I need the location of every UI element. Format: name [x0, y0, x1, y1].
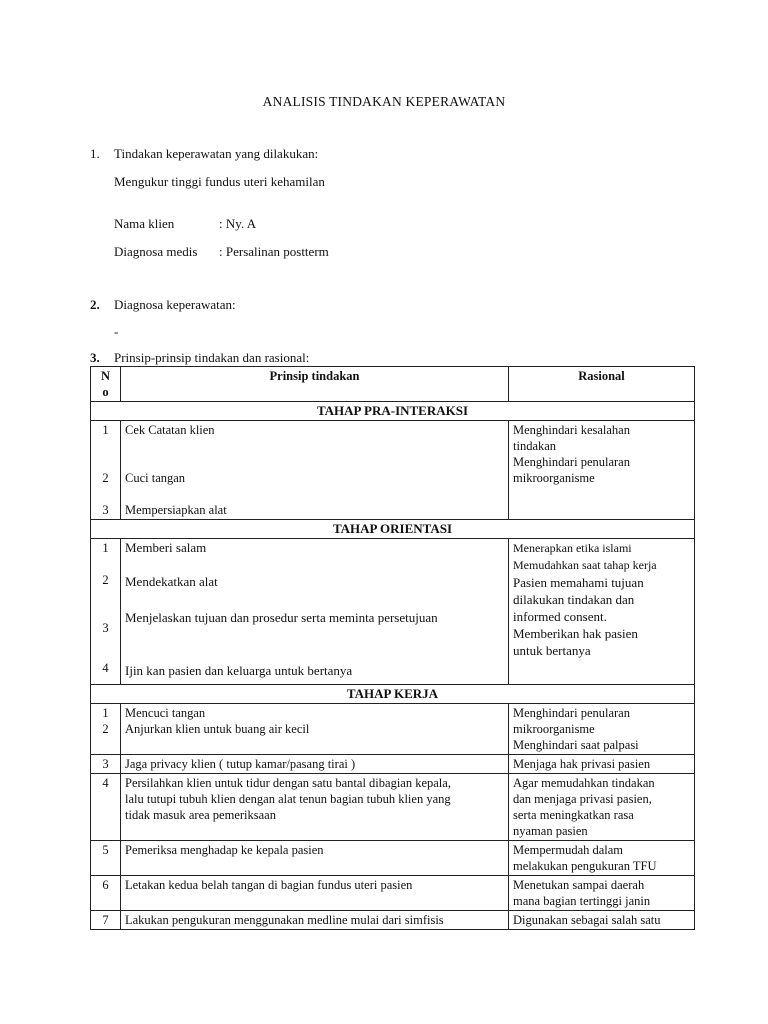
row-numbers: 1 2 3 [91, 421, 121, 520]
row-actions: Persilahkan klien untuk tidur dengan satu bantal dibagian kepala, lalu tutupi tubuh klien dengan alat tenun bagian tubuh klien yang tidak masuk area pemeriksaan [121, 774, 509, 841]
row-action: Jaga privacy klien ( tutup kamar/pasang tirai ) [121, 755, 509, 774]
table-row [91, 704, 695, 755]
row-numbers: 1 2 3 4 [91, 539, 121, 685]
stage-title: TAHAP PRA-INTERAKSI [91, 402, 695, 421]
table-row [91, 774, 695, 841]
section-1-heading: Tindakan keperawatan yang dilakukan: [114, 146, 319, 161]
row-rationales: Agar memudahkan tindakan dan menjaga privasi pasien, serta meningkatkan rasa nyaman pasien [509, 774, 695, 841]
table-row [91, 755, 695, 774]
table-row [91, 421, 695, 520]
header-principle: Prinsip tindakan [121, 367, 509, 402]
table-header-row [91, 367, 695, 402]
field-label-nama-klien: Nama klien [114, 216, 175, 231]
row-number: 4 [91, 774, 121, 841]
table-row [91, 539, 695, 685]
table-row [91, 841, 695, 876]
stage-title: TAHAP ORIENTASI [91, 520, 695, 539]
row-numbers: 1 2 [91, 704, 121, 755]
section-1-value: Mengukur tinggi fundus uteri kehamilan [114, 174, 325, 189]
row-rationales: Menghindari penularan mikroorganisme Menghindari saat palpasi [509, 704, 695, 755]
row-number: 7 [91, 911, 121, 930]
row-number: 3 [91, 755, 121, 774]
header-no: N o [91, 367, 121, 402]
section-2-value: - [114, 324, 119, 339]
row-rationale: Digunakan sebagai salah satu [509, 911, 695, 930]
document-title: ANALISIS TINDAKAN KEPERAWATAN [262, 94, 506, 109]
header-rationale: Rasional [509, 367, 695, 402]
row-action: Letakan kedua belah tangan di bagian fundus uteri pasien [121, 876, 509, 911]
section-3-heading: Prinsip-prinsip tindakan dan rasional: [114, 350, 310, 365]
row-number: 5 [91, 841, 121, 876]
field-value-nama-klien: : Ny. A [219, 216, 257, 231]
stage-row-orientasi [91, 520, 695, 539]
row-rationale: Menjaga hak privasi pasien [509, 755, 695, 774]
row-number: 6 [91, 876, 121, 911]
row-action: Pemeriksa menghadap ke kepala pasien [121, 841, 509, 876]
row-rationales: Mempermudah dalam melakukan pengukuran TFU [509, 841, 695, 876]
section-2-heading: Diagnosa keperawatan: [114, 297, 236, 312]
table-row [91, 911, 695, 930]
stage-title: TAHAP KERJA [91, 685, 695, 704]
field-label-diagnosa-medis: Diagnosa medis [114, 244, 198, 259]
field-value-diagnosa-medis: : Persalinan postterm [219, 244, 329, 259]
section-2-number: 2. [90, 297, 100, 312]
row-rationales: Menetukan sampai daerah mana bagian tertinggi janin [509, 876, 695, 911]
stage-row-kerja [91, 685, 695, 704]
section-1-number: 1. [90, 146, 100, 161]
stage-row-pra-interaksi [91, 402, 695, 421]
row-action: Lakukan pengukuran menggunakan medline mulai dari simfisis [121, 911, 509, 930]
table-row [91, 876, 695, 911]
row-rationales: Menerapkan etika islami Memudahkan saat tahap kerja Pasien memahami tujuan dilakukan tindakan dan informed consent. Memberikan hak pasien untuk bertanya [509, 539, 695, 685]
row-actions: Cek Catatan klien Cuci tangan Mempersiapkan alat [121, 421, 509, 520]
row-actions: Memberi salam Mendekatkan alat Menjelaskan tujuan dan prosedur serta meminta persetujuan Ijin kan pasien dan keluarga untuk bertanya [121, 539, 509, 685]
principles-table [90, 366, 695, 930]
row-actions: Mencuci tangan Anjurkan klien untuk buang air kecil [121, 704, 509, 755]
section-3-number: 3. [90, 350, 100, 365]
row-rationales: Menghindari kesalahan tindakan Menghindari penularan mikroorganisme [509, 421, 695, 520]
